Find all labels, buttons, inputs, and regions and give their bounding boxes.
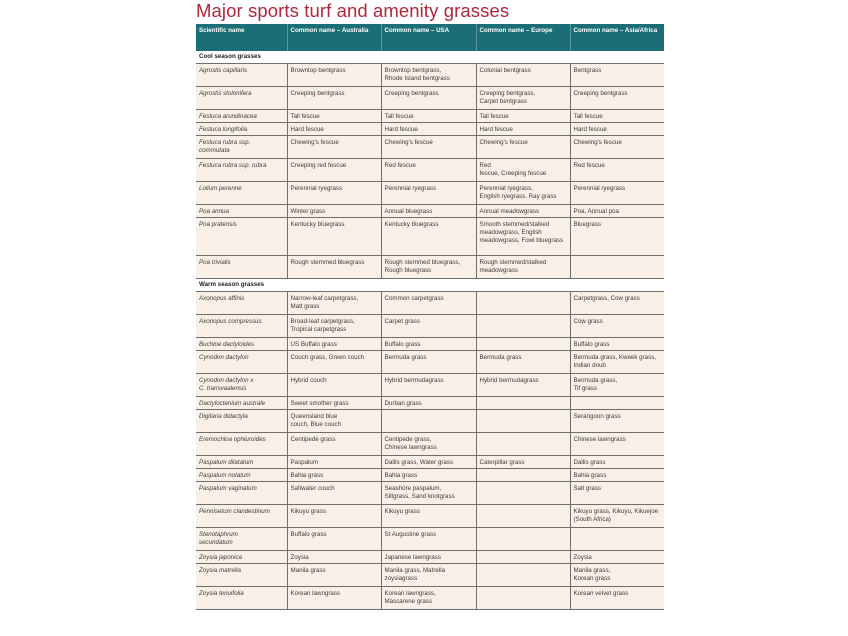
- table-row: [196, 205, 664, 218]
- europe-name-cell: Creeping bentgrass, Carpet bentgrass: [476, 87, 570, 110]
- usa-name-cell: Korean lawngrass, Mascarene grass: [381, 587, 476, 610]
- europe-name-cell: Smooth stemmed/stalked meadowgrass, English meadowgrass, Fowl bluegrass: [476, 218, 570, 256]
- table-header: [196, 24, 664, 51]
- scientific-name-cell: Eremochloa ophiuroides: [196, 433, 287, 456]
- scientific-name-cell: Poa annua: [196, 205, 287, 218]
- asia-africa-name-cell: Cow grass: [570, 315, 664, 338]
- usa-name-cell: St Augustine grass: [381, 528, 476, 551]
- europe-name-cell: [476, 551, 570, 564]
- europe-name-cell: [476, 410, 570, 433]
- scientific-name-cell: Agrostis stolonifera: [196, 87, 287, 110]
- usa-name-cell: Carpet grass: [381, 315, 476, 338]
- australia-name-cell: Korean lawngrass: [287, 587, 381, 610]
- australia-name-cell: Perennial ryegrass: [287, 182, 381, 205]
- table-row: [196, 528, 664, 551]
- asia-africa-name-cell: Buffalo grass: [570, 338, 664, 351]
- asia-africa-name-cell: Carpetgrass, Cow grass: [570, 292, 664, 315]
- europe-name-cell: [476, 469, 570, 482]
- document-title: Major sports turf and amenity grasses: [196, 0, 510, 21]
- asia-africa-name-cell: [570, 528, 664, 551]
- australia-name-cell: Paspalum: [287, 456, 381, 469]
- scientific-name-cell: Paspalum dilatatum: [196, 456, 287, 469]
- australia-name-cell: Narrow-leaf carpetgrass, Matt grass: [287, 292, 381, 315]
- usa-name-cell: Red fescue: [381, 159, 476, 182]
- europe-name-cell: [476, 397, 570, 410]
- scientific-name-cell: Agrostis capillaris: [196, 64, 287, 87]
- header-common-name-europe: Common name – Europe: [476, 24, 570, 51]
- usa-name-cell: Hybrid bermudagrass: [381, 374, 476, 397]
- table-row: [196, 351, 664, 374]
- usa-name-cell: Kentucky bluegrass: [381, 218, 476, 256]
- australia-name-cell: Tall fescue: [287, 110, 381, 123]
- europe-name-cell: [476, 528, 570, 551]
- australia-name-cell: Kikuyu grass: [287, 505, 381, 528]
- australia-name-cell: Couch grass, Green couch: [287, 351, 381, 374]
- europe-name-cell: [476, 338, 570, 351]
- usa-name-cell: Annual bluegrass: [381, 205, 476, 218]
- europe-name-cell: [476, 505, 570, 528]
- australia-name-cell: Broad-leaf carpetgrass, Tropical carpetgrass: [287, 315, 381, 338]
- scientific-name-cell: Festuca rubra ssp. commutata: [196, 136, 287, 159]
- europe-name-cell: [476, 587, 570, 610]
- table-row: [196, 64, 664, 87]
- usa-name-cell: Creeping bentgrass: [381, 87, 476, 110]
- europe-name-cell: Perennial ryegrass, English ryegrass, Ray grass: [476, 182, 570, 205]
- scientific-name-cell: Pennisetum clandestinum: [196, 505, 287, 528]
- asia-africa-name-cell: Chinese lawngrass: [570, 433, 664, 456]
- asia-africa-name-cell: Bahia grass: [570, 469, 664, 482]
- table-row: [196, 218, 664, 256]
- europe-name-cell: [476, 482, 570, 505]
- australia-name-cell: Queensland blue couch, Blue couch: [287, 410, 381, 433]
- asia-africa-name-cell: Korean velvet grass: [570, 587, 664, 610]
- europe-name-cell: Bermuda grass: [476, 351, 570, 374]
- australia-name-cell: Creeping red fescue: [287, 159, 381, 182]
- asia-africa-name-cell: [570, 256, 664, 279]
- table-row: [196, 410, 664, 433]
- section-row: [196, 51, 664, 64]
- table-row: [196, 87, 664, 110]
- usa-name-cell: Tall fescue: [381, 110, 476, 123]
- usa-name-cell: Common carpetgrass: [381, 292, 476, 315]
- scientific-name-cell: Cynodon dactylon: [196, 351, 287, 374]
- table-row: [196, 374, 664, 397]
- australia-name-cell: Zoysia: [287, 551, 381, 564]
- australia-name-cell: Chewing's fescue: [287, 136, 381, 159]
- usa-name-cell: Chewing's fescue: [381, 136, 476, 159]
- scientific-name-cell: Axonopus compressus: [196, 315, 287, 338]
- table-row: [196, 564, 664, 587]
- asia-africa-name-cell: Poa, Annual poa: [570, 205, 664, 218]
- scientific-name-cell: Lolium perenne: [196, 182, 287, 205]
- europe-name-cell: Hybrid bermudagrass: [476, 374, 570, 397]
- table-row: [196, 110, 664, 123]
- europe-name-cell: Colonial bentgrass: [476, 64, 570, 87]
- europe-name-cell: Annual meadowgrass: [476, 205, 570, 218]
- asia-africa-name-cell: Chewing's fescue: [570, 136, 664, 159]
- header-common-name-australia: Common name – Australia: [287, 24, 381, 51]
- asia-africa-name-cell: Bluegrass: [570, 218, 664, 256]
- table-row: [196, 338, 664, 351]
- scientific-name-cell: Zoysia matrella: [196, 564, 287, 587]
- asia-africa-name-cell: Zoysia: [570, 551, 664, 564]
- table-row: [196, 256, 664, 279]
- asia-africa-name-cell: Dallis grass: [570, 456, 664, 469]
- scientific-name-cell: Zoysia japonica: [196, 551, 287, 564]
- section-row: [196, 279, 664, 292]
- scientific-name-cell: Buchloe dactyloides: [196, 338, 287, 351]
- europe-name-cell: Hard fescue: [476, 123, 570, 136]
- australia-name-cell: Hard fescue: [287, 123, 381, 136]
- scientific-name-cell: Dactyloctenium australe: [196, 397, 287, 410]
- usa-name-cell: Buffalo grass: [381, 338, 476, 351]
- australia-name-cell: Saltwater couch: [287, 482, 381, 505]
- scientific-name-cell: Axonopus affinis: [196, 292, 287, 315]
- scientific-name-cell: Festuca arundinacea: [196, 110, 287, 123]
- usa-name-cell: Dallis grass, Water grass: [381, 456, 476, 469]
- scientific-name-cell: Digitaria didactyla: [196, 410, 287, 433]
- section-title: Warm season grasses: [196, 279, 664, 292]
- scientific-name-cell: Festuca longifolia: [196, 123, 287, 136]
- usa-name-cell: Kikuyu grass: [381, 505, 476, 528]
- table-row: [196, 587, 664, 610]
- australia-name-cell: Browntop bentgrass: [287, 64, 381, 87]
- australia-name-cell: Hybrid couch: [287, 374, 381, 397]
- scientific-name-cell: Paspalum notatum: [196, 469, 287, 482]
- table-row: [196, 315, 664, 338]
- scientific-name-cell: Poa pratensis: [196, 218, 287, 256]
- scientific-name-cell: Cynodon dactylon x C. transvaalensis: [196, 374, 287, 397]
- header-row: [196, 24, 664, 51]
- table-row: [196, 292, 664, 315]
- scientific-name-cell: Poa trivialis: [196, 256, 287, 279]
- europe-name-cell: Chewing's fescue: [476, 136, 570, 159]
- table-row: [196, 469, 664, 482]
- europe-name-cell: Rough stemmed/stalked meadowgrass: [476, 256, 570, 279]
- table-row: [196, 505, 664, 528]
- asia-africa-name-cell: Bermuda grass, Kweek grass, Indian doub: [570, 351, 664, 374]
- table-row: [196, 456, 664, 469]
- table-row: [196, 551, 664, 564]
- table-row: [196, 433, 664, 456]
- europe-name-cell: Red fescue, Creeping fescue: [476, 159, 570, 182]
- grass-table: [196, 24, 664, 610]
- usa-name-cell: Hard fescue: [381, 123, 476, 136]
- usa-name-cell: Browntop bentgrass, Rhode Island bentgrass: [381, 64, 476, 87]
- usa-name-cell: Japanese lawngrass: [381, 551, 476, 564]
- usa-name-cell: Seashore paspalum, Siltgrass, Sand knotgrass: [381, 482, 476, 505]
- usa-name-cell: Bahia grass: [381, 469, 476, 482]
- asia-africa-name-cell: Serangoon grass: [570, 410, 664, 433]
- asia-africa-name-cell: Tall fescue: [570, 110, 664, 123]
- australia-name-cell: Manila grass: [287, 564, 381, 587]
- table-row: [196, 136, 664, 159]
- australia-name-cell: Rough stemmed bluegrass: [287, 256, 381, 279]
- asia-africa-name-cell: Bentgrass: [570, 64, 664, 87]
- europe-name-cell: Tall fescue: [476, 110, 570, 123]
- usa-name-cell: Rough stemmed bluegrass, Rough bluegrass: [381, 256, 476, 279]
- table-row: [196, 397, 664, 410]
- header-common-name-asia-africa: Common name – Asia/Africa: [570, 24, 664, 51]
- australia-name-cell: Sweet smother grass: [287, 397, 381, 410]
- australia-name-cell: Centipede grass: [287, 433, 381, 456]
- asia-africa-name-cell: Perennial ryegrass: [570, 182, 664, 205]
- europe-name-cell: [476, 292, 570, 315]
- header-common-name-usa: Common name – USA: [381, 24, 476, 51]
- australia-name-cell: Bahia grass: [287, 469, 381, 482]
- table-row: [196, 482, 664, 505]
- europe-name-cell: [476, 433, 570, 456]
- australia-name-cell: US Buffalo grass: [287, 338, 381, 351]
- europe-name-cell: Caterpillar grass: [476, 456, 570, 469]
- section-title: Cool season grasses: [196, 51, 664, 64]
- scientific-name-cell: Festuca rubra ssp. rubra: [196, 159, 287, 182]
- australia-name-cell: Buffalo grass: [287, 528, 381, 551]
- asia-africa-name-cell: Bermuda grass, Tif grass: [570, 374, 664, 397]
- usa-name-cell: [381, 410, 476, 433]
- asia-africa-name-cell: [570, 397, 664, 410]
- asia-africa-name-cell: Red fescue: [570, 159, 664, 182]
- usa-name-cell: Manila grass, Matrella zoysiagrass: [381, 564, 476, 587]
- header-scientific-name: Scientific name: [196, 24, 287, 51]
- europe-name-cell: [476, 315, 570, 338]
- table-row: [196, 159, 664, 182]
- table-row: [196, 123, 664, 136]
- scientific-name-cell: Paspalum vaginatum: [196, 482, 287, 505]
- asia-africa-name-cell: Hard fescue: [570, 123, 664, 136]
- australia-name-cell: Kentucky bluegrass: [287, 218, 381, 256]
- scientific-name-cell: Stenotaphrum secundatum: [196, 528, 287, 551]
- table-row: [196, 182, 664, 205]
- asia-africa-name-cell: Manila grass, Korean grass: [570, 564, 664, 587]
- usa-name-cell: Bermuda grass: [381, 351, 476, 374]
- usa-name-cell: Durban grass: [381, 397, 476, 410]
- scientific-name-cell: Zoysia tenuifolia: [196, 587, 287, 610]
- asia-africa-name-cell: Salt grass: [570, 482, 664, 505]
- usa-name-cell: Centipede grass, Chinese lawngrass: [381, 433, 476, 456]
- europe-name-cell: [476, 564, 570, 587]
- usa-name-cell: Perennial ryegrass: [381, 182, 476, 205]
- asia-africa-name-cell: Creeping bentgrass: [570, 87, 664, 110]
- table-body: [196, 51, 664, 610]
- australia-name-cell: Creeping bentgrass: [287, 87, 381, 110]
- asia-africa-name-cell: Kikuyu grass, Kikuyu, Kikuejoe (South Africa): [570, 505, 664, 528]
- australia-name-cell: Winter grass: [287, 205, 381, 218]
